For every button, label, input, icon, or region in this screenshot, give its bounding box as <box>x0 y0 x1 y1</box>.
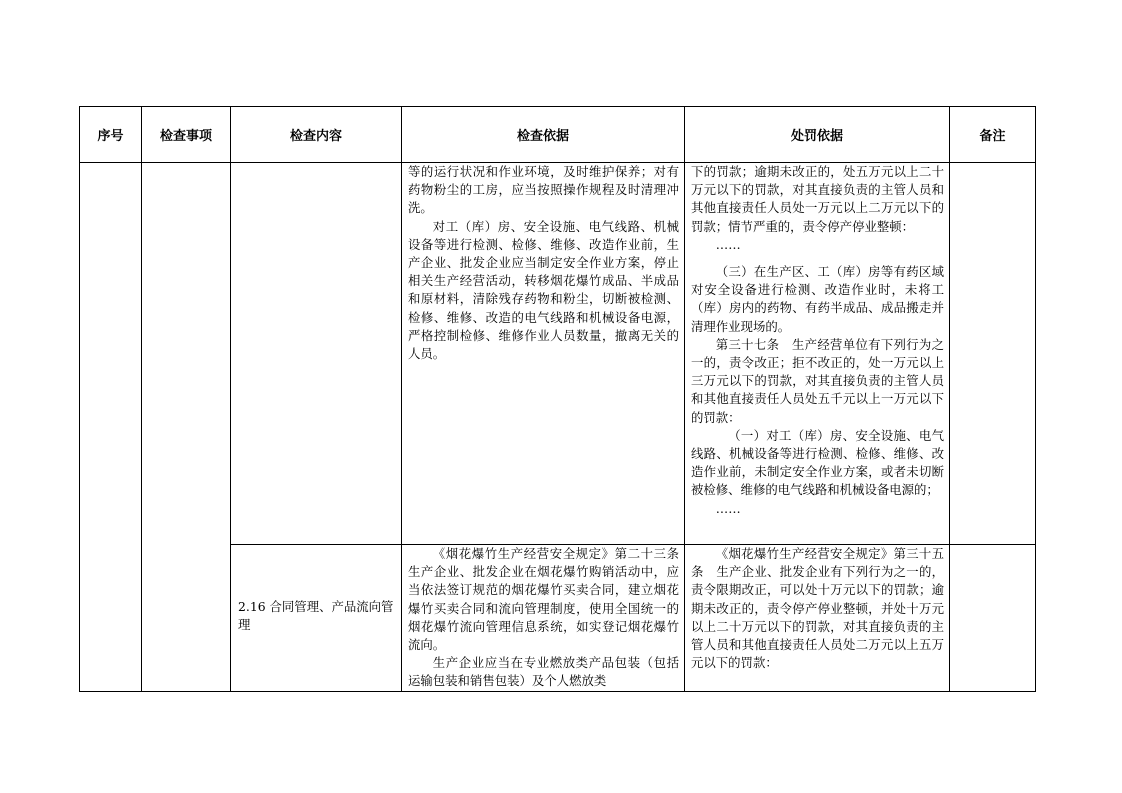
penalty-cell <box>685 163 950 545</box>
header-content: 检查内容 <box>231 107 402 163</box>
content-cell <box>231 163 402 545</box>
item-cell <box>142 163 231 692</box>
basis-cell <box>402 545 692 692</box>
penalty-paragraph: （一）对工（库）房、安全设施、电气线路、机械设备等进行检测、检修、维修、改造作业前，未制定安全作业方案，或者未切断被检修、维修的电气线路和机械设备电源的； <box>691 427 944 498</box>
serial-cell <box>80 163 142 692</box>
header-serial: 序号 <box>80 107 142 163</box>
header-item: 检查事项 <box>142 107 231 163</box>
penalty-paragraph: 第三十七条 生产经营单位有下列行为之一的，责令改正；拒不改正的，处一万元以上三万元以下的罚款，对其直接负责的主管人员和其他直接责任人员处五千元以上一万元以下的罚款： <box>691 336 944 425</box>
penalty-paragraph: 《烟花爆竹生产经营安全规定》第三十五条 生产企业、批发企业有下列行为之一的，责令限期改正，可以处十万元以下的罚款；逾期未改正的，责令停产停业整顿，并处十万元以上二十万元以下的罚款，对其直接负责的主管人员和其他直接责任人员处二万元以上五万元以下的罚款： <box>691 546 944 671</box>
inspection-topic: 2.16 合同管理、产品流向管理 <box>238 599 394 633</box>
basis-paragraph: 《烟花爆竹生产经营安全规定》第二十三条 生产企业、批发企业在烟花爆竹购销活动中，应当依法签订规范的烟花爆竹买卖合同，建立烟花爆竹买卖合同和流向管理制度，使用全国统一的烟花爆竹流向管理信息系统，如实登记烟花爆竹流向。 <box>408 546 692 653</box>
header-row <box>80 107 1036 163</box>
header-remarks: 备注 <box>950 107 1036 163</box>
content-cell <box>231 545 402 692</box>
penalty-paragraph: 下的罚款；逾期未改正的，处五万元以上二十万元以下的罚款，对其直接负责的主管人员和其他直接责任人员处一万元以上二万元以下的罚款；情节严重的，责令停产停业整顿： <box>691 164 944 234</box>
basis-paragraph: 生产企业应当在专业燃放类产品包装（包括运输包装和销售包装）及个人燃放类 <box>408 655 679 689</box>
penalty-ellipsis: …… <box>715 500 741 516</box>
basis-paragraph: 对工（库）房、安全设施、电气线路、机械设备等进行检测、检修、维修、改造作业前，生产企业、批发企业应当制定安全作业方案，停止相关生产经营活动，转移烟花爆竹成品、半成品和原材料，清除残存药物和粉尘，切断被检测、检修、维修、改造的电气线路和机械设备电源，严格控制检修、维修作业人员数量，撤离无关的人员。 <box>408 218 679 362</box>
remarks-cell <box>950 545 1036 692</box>
inspection-table <box>79 106 1036 692</box>
header-basis: 检查依据 <box>402 107 685 163</box>
basis-paragraph: 等的运行状况和作业环境，及时维护保养；对有药物粉尘的工房，应当按照操作规程及时清理冲洗。 <box>408 164 679 216</box>
table-row <box>80 163 1036 545</box>
basis-cell <box>402 163 685 545</box>
penalty-cell <box>685 545 950 692</box>
penalty-paragraph: （三）在生产区、工（库）房等有药区域对安全设备进行检测、改造作业时，未将工（库）房内的药物、有药半成品、成品搬走并清理作业现场的。 <box>691 264 944 334</box>
remarks-cell <box>950 163 1036 545</box>
header-penalty: 处罚依据 <box>685 107 950 163</box>
penalty-ellipsis: …… <box>715 236 741 252</box>
